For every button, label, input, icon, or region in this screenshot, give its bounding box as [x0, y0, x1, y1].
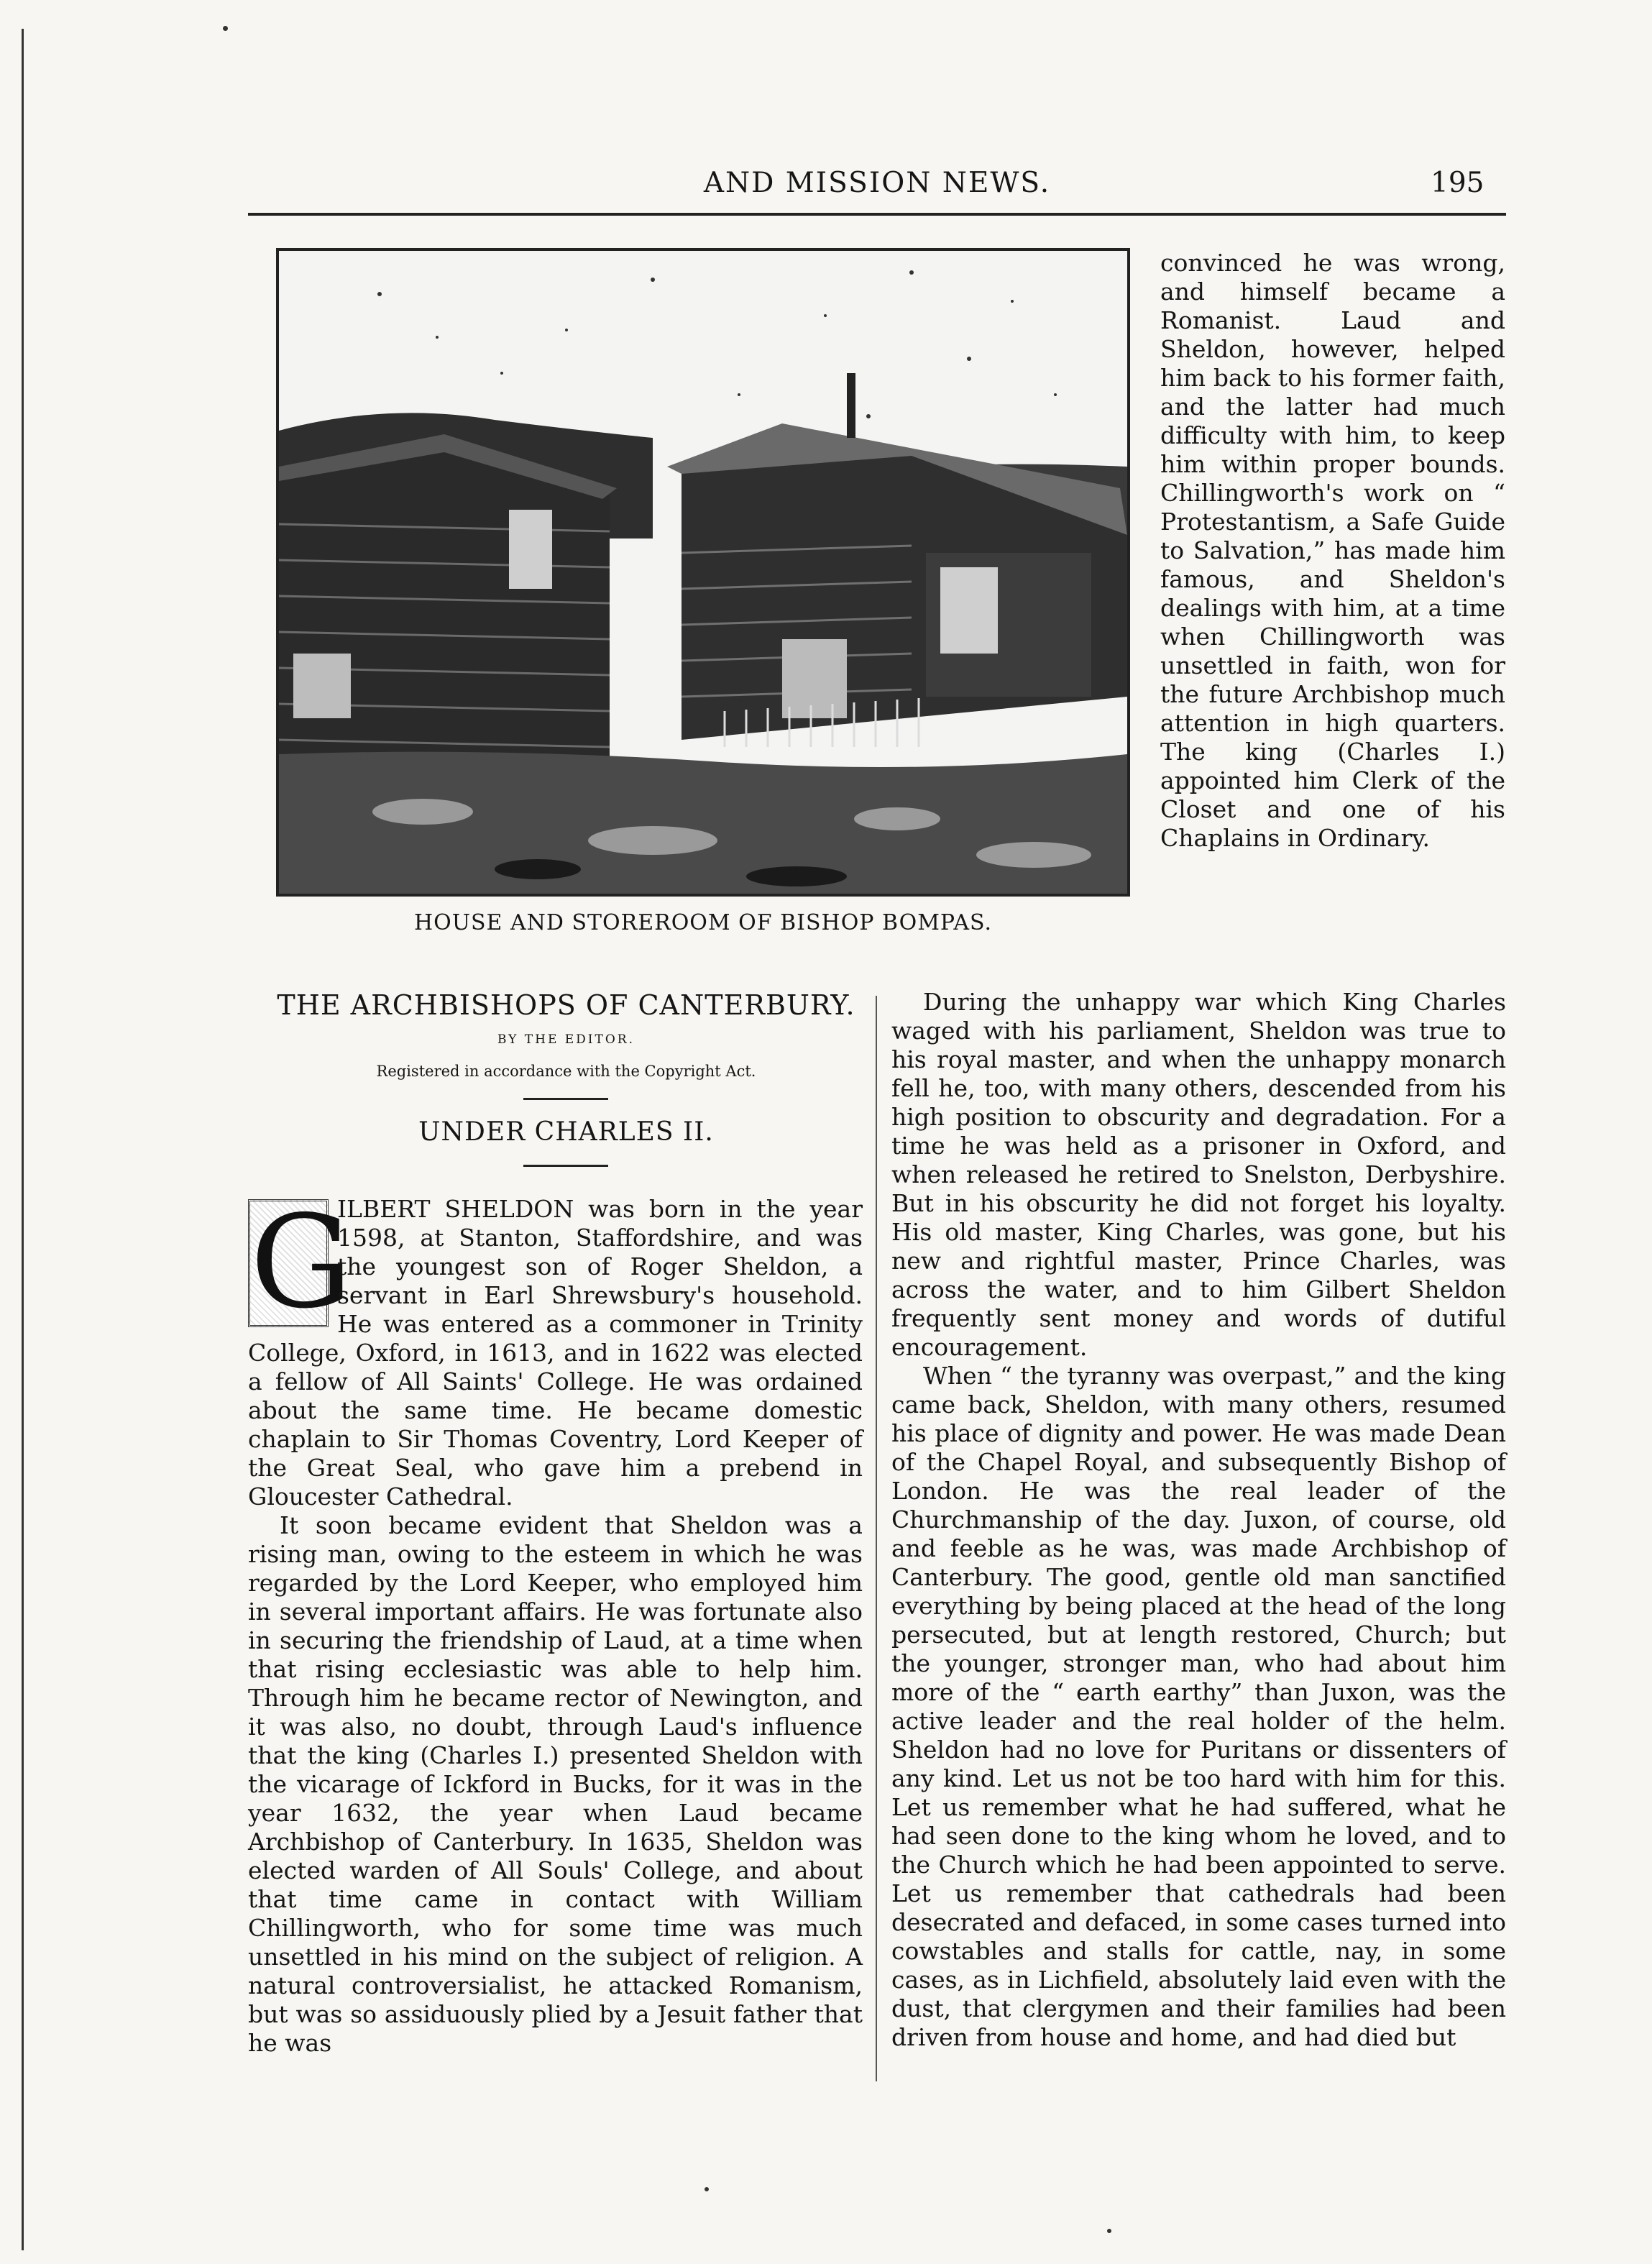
photo-side-paragraph: convinced he was wrong, and himself became a Romanist. Laud and Sheldon, however, helped him back to his former faith, and the latter had much difficulty with him, to keep him within proper bounds. Chillingworth's work on “ Protestantism, a Safe Guide to Salvation,” has made him famous, and Sheldon's dealings with him, at a time when Chillingworth was unsettled in faith, won for the future Archbishop much attention in high quarters. The king (Charles I.) appointed him Clerk of the Closet and one of his Chaplains in Ordinary. [1160, 249, 1505, 852]
paragraph-tyranny-overpast: When “ the tyranny was overpast,” and the king came back, Sheldon, with many others, resumed his place of dignity and power. He was made Dean of the Chapel Royal, and subsequently Bishop of London. He was the real leader of the Churchmanship of the day. Juxon, of course, old and feeble as he was, was made Archbishop of Canterbury. The good, gentle old man sanctified everything by being placed at the head of the long persecuted, but at length restored, Church; but the younger, stronger man, who had about him more of the “ earth earthy” than Juxon, was the active leader and the real holder of the helm. Sheldon had no love for Puritans or dissenters of any kind. Let us not be too hard with him for this. Let us remember what he had suffered, what he had seen done to the king whom he loved, and to the Church which he had been appointed to serve. Let us remember that cathedrals had been desecrated and defaced, in some cases turned into cowstables and stalls for cattle, nay, in some cases, as in Lichfield, absolutely laid even with the dust, that clergymen and their families had been driven from house and home, and had died but [891, 1362, 1506, 2051]
photograph-house-and-storeroom [276, 248, 1130, 897]
byline: BY THE EDITOR. [497, 1032, 635, 1047]
copyright-notice: Registered in accordance with the Copyright Act. [376, 1063, 756, 1080]
left-margin-rule [22, 29, 24, 2250]
drop-cap-ornament: G [248, 1199, 329, 1327]
header-rule [248, 213, 1506, 216]
article-title: THE ARCHBISHOPS OF CANTERBURY. [277, 989, 855, 1021]
log-house-picture [279, 251, 1127, 894]
photo-caption: HOUSE AND STOREROOM OF BISHOP BOMPAS. [413, 910, 993, 935]
paragraph-opening-text: ILBERT SHELDON was born in the year 1598, at Stanton, Staffordshire, and was the youngest son of Roger Sheldon, a servant in Earl Shrewsbury's household. He was entered as a commoner in Trinity College, Oxford, in 1613, and in 1622 was elected a fellow of All Saints' College. He was ordained about the same time. He became domestic chaplain to Sir Thomas Coventry, Lord Keeper of the Great Seal, who gave him a prebend in Gloucester Cathedral. [248, 1195, 863, 1511]
page-number: 195 [1431, 167, 1484, 199]
paragraph-rising-man: It soon became evident that Sheldon was a rising man, owing to the esteem in which he was regarded by the Lord Keeper, who employed him in several important affairs. He was fortunate also in securing the friendship of Laud, at a time when that rising ecclesiastic was able to help him. Through him he became rector of Newington, and it was also, no doubt, through Laud's influence that the king (Charles I.) presented Sheldon with the vicarage of Ickford in Bucks, for it was in the year 1632, the year when Laud became Archbishop of Canterbury. In 1635, Sheldon was elected warden of All Souls' College, and about that time came in contact with William Chillingworth, who for some time was much unsettled in his mind on the subject of religion. A natural controversialist, he attacked Romanism, but was so assiduously plied by a Jesuit father that he was [248, 1511, 863, 2057]
right-column [891, 988, 1506, 2052]
paragraph-unhappy-war: During the unhappy war which King Charles waged with his parliament, Sheldon was true to his royal master, and when the unhappy monarch fell he, too, with many others, descended from his high position to obscurity and degradation. For a time he was held as a prisoner in Oxford, and when released he retired to Snelston, Derbyshire. But in his obscurity he did not forget his loyalty. His old master, King Charles, was gone, but his new and rightful master, Prince Charles, was across the water, and to him Gilbert Sheldon frequently sent money and words of dutiful encouragement. [891, 988, 1506, 1361]
print-speck [223, 26, 228, 31]
print-speck [1107, 2229, 1111, 2233]
paragraph-opening [248, 1188, 863, 1511]
section-divider [523, 1165, 608, 1167]
column-divider [876, 996, 877, 2081]
running-header: AND MISSION NEWS. [703, 167, 1051, 199]
title-divider [523, 1098, 608, 1100]
print-speck [705, 2187, 709, 2191]
left-column [248, 1188, 863, 2058]
section-heading: UNDER CHARLES II. [418, 1117, 714, 1147]
